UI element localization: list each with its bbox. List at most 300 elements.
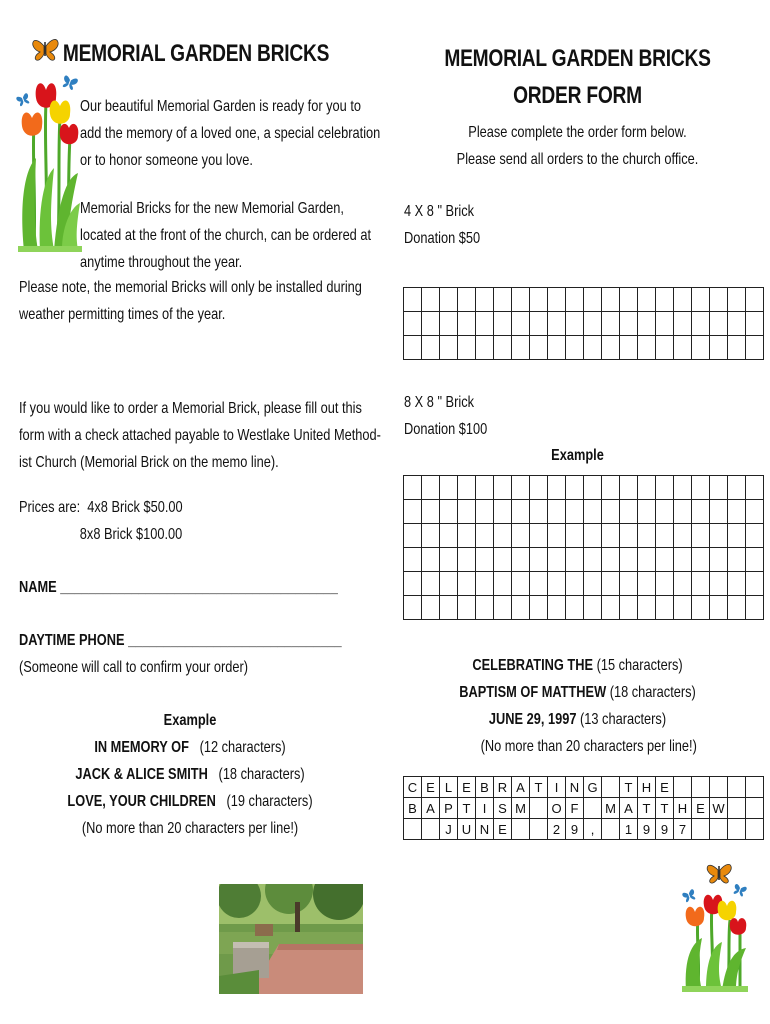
brick-8x8-cell[interactable] bbox=[458, 596, 476, 620]
brick-4x8-cell[interactable] bbox=[548, 288, 566, 312]
brick-4x8-cell[interactable] bbox=[602, 336, 620, 360]
brick-8x8-cell[interactable] bbox=[602, 572, 620, 596]
info-line: Memorial Bricks for the new Memorial Garden, bbox=[80, 200, 344, 217]
brick-8x8-cell[interactable] bbox=[710, 596, 728, 620]
example-grid-cell bbox=[674, 777, 692, 798]
brick-4x8-cell[interactable] bbox=[566, 312, 584, 336]
example-grid-cell: P bbox=[440, 798, 458, 819]
garden-photo bbox=[219, 884, 363, 994]
brick-8x8-cell[interactable] bbox=[494, 572, 512, 596]
brick-8x8-cell[interactable] bbox=[404, 476, 422, 500]
example-grid-cell: , bbox=[584, 819, 602, 840]
right-instructions bbox=[390, 119, 765, 173]
example-grid-cell bbox=[692, 777, 710, 798]
brick-8x8-cell[interactable] bbox=[602, 524, 620, 548]
brick-8x8-cell[interactable] bbox=[728, 596, 746, 620]
intro-paragraph bbox=[80, 93, 380, 174]
brick-8x8-cell[interactable] bbox=[422, 572, 440, 596]
phone-note: (Someone will call to confirm your order) bbox=[19, 659, 249, 676]
example-grid-cell: 9 bbox=[656, 819, 674, 840]
brick-4x8-row bbox=[404, 288, 764, 312]
note-line: Please note, the memorial Bricks will only be installed during bbox=[19, 279, 362, 296]
brick-8x8-cell[interactable] bbox=[584, 524, 602, 548]
example-grid-cell: B bbox=[476, 777, 494, 798]
brick-4x8-cell[interactable] bbox=[530, 312, 548, 336]
brick-8x8-cell[interactable] bbox=[620, 476, 638, 500]
brick-4x8-cell[interactable] bbox=[746, 312, 764, 336]
brick-8x8-cell[interactable] bbox=[458, 500, 476, 524]
example-grid-cell: N bbox=[476, 819, 494, 840]
example-grid-cell bbox=[728, 798, 746, 819]
brick-8x8-cell[interactable] bbox=[728, 572, 746, 596]
brick-4x8-cell[interactable] bbox=[494, 312, 512, 336]
example-line-bold: LOVE, YOUR CHILDREN bbox=[67, 793, 216, 810]
brick-4x8-cell[interactable] bbox=[404, 288, 422, 312]
brick-4x8-cell[interactable] bbox=[476, 288, 494, 312]
example-grid-cell bbox=[728, 819, 746, 840]
brick-4x8-cell[interactable] bbox=[728, 288, 746, 312]
example-grid-cell: H bbox=[674, 798, 692, 819]
right-title bbox=[428, 40, 728, 114]
brick-4x8-cell[interactable] bbox=[710, 288, 728, 312]
brick-8x8-cell[interactable] bbox=[476, 572, 494, 596]
brick-8x8-cell[interactable] bbox=[656, 476, 674, 500]
brick-4x8-cell[interactable] bbox=[422, 312, 440, 336]
example-grid-cell: B bbox=[404, 798, 422, 819]
brick-8x8-cell[interactable] bbox=[638, 524, 656, 548]
price-4x8: 4x8 Brick $50.00 bbox=[87, 499, 183, 516]
example-grid-cell bbox=[710, 777, 728, 798]
brick-8x8-cell[interactable] bbox=[620, 500, 638, 524]
example-grid-cell bbox=[710, 819, 728, 840]
brick-8x8-cell[interactable] bbox=[512, 476, 530, 500]
brick-4x8-cell[interactable] bbox=[692, 336, 710, 360]
brick-8x8-cell[interactable] bbox=[584, 500, 602, 524]
example-line-count: (13 characters) bbox=[580, 711, 667, 728]
brick-8x8-cell[interactable] bbox=[548, 524, 566, 548]
brick-8x8-cell[interactable] bbox=[746, 572, 764, 596]
example-line-count: (18 characters) bbox=[609, 684, 696, 701]
brick-4x8-cell[interactable] bbox=[656, 288, 674, 312]
brick-8x8-cell[interactable] bbox=[692, 572, 710, 596]
note-paragraph bbox=[19, 274, 362, 328]
example-grid-row bbox=[404, 777, 764, 798]
example-grid-cell: M bbox=[602, 798, 620, 819]
info-paragraph bbox=[80, 195, 371, 276]
example-grid-cell: T bbox=[656, 798, 674, 819]
brick-8x8-cell[interactable] bbox=[746, 476, 764, 500]
brick-8x8-cell[interactable] bbox=[512, 572, 530, 596]
brick-8x8-cell[interactable] bbox=[440, 524, 458, 548]
brick-8x8-cell[interactable] bbox=[692, 548, 710, 572]
example-grid-cell: 7 bbox=[674, 819, 692, 840]
brick-8x8-cell[interactable] bbox=[548, 476, 566, 500]
instructions-line: ist Church (Memorial Brick on the memo line). bbox=[19, 454, 279, 471]
brick-8x8-cell[interactable] bbox=[458, 476, 476, 500]
brick-4x8-cell[interactable] bbox=[512, 336, 530, 360]
brick-4x8-cell[interactable] bbox=[584, 336, 602, 360]
example-line-count: (18 characters) bbox=[218, 766, 305, 783]
left-example-note: (No more than 20 characters per line!) bbox=[81, 820, 299, 837]
brick-8x8-cell[interactable] bbox=[404, 500, 422, 524]
brick-8x8-cell[interactable] bbox=[638, 500, 656, 524]
example-line-bold: CELEBRATING THE bbox=[472, 657, 593, 674]
brick-8x8-cell[interactable] bbox=[548, 548, 566, 572]
phone-label: DAYTIME PHONE bbox=[19, 632, 125, 649]
brick-8x8-cell[interactable] bbox=[674, 524, 692, 548]
brick-8x8-cell[interactable] bbox=[656, 500, 674, 524]
example-grid-cell: E bbox=[692, 798, 710, 819]
example-grid-cell: E bbox=[422, 777, 440, 798]
brick-8x8-cell[interactable] bbox=[710, 476, 728, 500]
brick-4x8-cell[interactable] bbox=[674, 312, 692, 336]
brick-4x8-cell[interactable] bbox=[440, 288, 458, 312]
example-grid-cell: T bbox=[620, 777, 638, 798]
brick-4x8-cell[interactable] bbox=[404, 336, 422, 360]
brick-8x8-cell[interactable] bbox=[602, 548, 620, 572]
brick-4x8-cell[interactable] bbox=[458, 288, 476, 312]
intro-line: Our beautiful Memorial Garden is ready for you to bbox=[80, 98, 362, 115]
brick-4x8-cell[interactable] bbox=[440, 312, 458, 336]
brick-8x8-cell[interactable] bbox=[530, 572, 548, 596]
brick-8x8-cell[interactable] bbox=[584, 548, 602, 572]
brick-8x8-cell[interactable] bbox=[638, 548, 656, 572]
example-grid-cell bbox=[746, 777, 764, 798]
brick-8x8-cell[interactable] bbox=[530, 500, 548, 524]
brick-8x8-row bbox=[404, 596, 764, 620]
brick-8x8-cell[interactable] bbox=[422, 524, 440, 548]
brick-8x8-cell[interactable] bbox=[476, 476, 494, 500]
name-input-line[interactable]: _______________________________________ bbox=[60, 579, 338, 596]
brick-4x8-cell[interactable] bbox=[404, 312, 422, 336]
brick-8x8-cell[interactable] bbox=[692, 524, 710, 548]
left-example-block bbox=[20, 707, 360, 842]
brick-4x8-cell[interactable] bbox=[602, 312, 620, 336]
brick-8x8-cell[interactable] bbox=[512, 596, 530, 620]
example-grid-cell: H bbox=[638, 777, 656, 798]
example-grid-cell bbox=[692, 819, 710, 840]
brick-4x8-cell[interactable] bbox=[494, 336, 512, 360]
brick-8x8-cell[interactable] bbox=[512, 500, 530, 524]
brick-4x8-cell[interactable] bbox=[458, 312, 476, 336]
brick-4x8-cell[interactable] bbox=[638, 288, 656, 312]
brick-4x8-grid[interactable] bbox=[403, 287, 764, 360]
brick-4x8-cell[interactable] bbox=[656, 336, 674, 360]
brick-8x8-row bbox=[404, 548, 764, 572]
right-title-line: MEMORIAL GARDEN BRICKS bbox=[444, 45, 711, 72]
example-grid-cell: M bbox=[512, 798, 530, 819]
brick-4x8-cell[interactable] bbox=[674, 288, 692, 312]
example-brick-grid bbox=[403, 776, 764, 840]
brick-4x8-cell[interactable] bbox=[638, 312, 656, 336]
brick-8x8-cell[interactable] bbox=[404, 524, 422, 548]
example-grid-cell bbox=[512, 819, 530, 840]
example-grid-cell bbox=[728, 777, 746, 798]
brick-4x8-cell[interactable] bbox=[458, 336, 476, 360]
example-grid-cell bbox=[746, 798, 764, 819]
brick-8x8-cell[interactable] bbox=[566, 572, 584, 596]
brick-8x8-cell[interactable] bbox=[530, 596, 548, 620]
example-grid-cell bbox=[746, 819, 764, 840]
example-grid-cell: N bbox=[566, 777, 584, 798]
example-grid-cell bbox=[422, 819, 440, 840]
instructions-line: form with a check attached payable to Westlake United Method- bbox=[19, 427, 381, 444]
brick-8x8-cell[interactable] bbox=[746, 596, 764, 620]
brick-8x8-cell[interactable] bbox=[746, 500, 764, 524]
brick-8x8-cell[interactable] bbox=[620, 596, 638, 620]
brick-8x8-cell[interactable] bbox=[422, 596, 440, 620]
brick-8x8-cell[interactable] bbox=[746, 524, 764, 548]
brick-8x8-cell[interactable] bbox=[692, 596, 710, 620]
brick-8x8-donation: Donation $100 bbox=[404, 421, 488, 438]
brick-4x8-cell[interactable] bbox=[728, 312, 746, 336]
brick-8x8-cell[interactable] bbox=[566, 500, 584, 524]
example-grid-cell: E bbox=[494, 819, 512, 840]
brick-8x8-cell[interactable] bbox=[530, 476, 548, 500]
example-grid-cell: 9 bbox=[638, 819, 656, 840]
price-8x8: 8x8 Brick $100.00 bbox=[79, 526, 183, 543]
brick-8x8-cell[interactable] bbox=[620, 524, 638, 548]
example-grid-cell: J bbox=[440, 819, 458, 840]
example-grid-cell: T bbox=[530, 777, 548, 798]
brick-8x8-cell[interactable] bbox=[494, 500, 512, 524]
brick-8x8-cell[interactable] bbox=[476, 548, 494, 572]
brick-4x8-cell[interactable] bbox=[512, 288, 530, 312]
brick-4x8-cell[interactable] bbox=[530, 336, 548, 360]
brick-8x8-cell[interactable] bbox=[404, 572, 422, 596]
brick-8x8-cell[interactable] bbox=[494, 596, 512, 620]
example-grid-cell: E bbox=[656, 777, 674, 798]
example-grid-cell: F bbox=[566, 798, 584, 819]
brick-8x8-row bbox=[404, 572, 764, 596]
brick-8x8-cell[interactable] bbox=[476, 524, 494, 548]
brick-4x8-cell[interactable] bbox=[422, 288, 440, 312]
brick-8x8-cell[interactable] bbox=[602, 500, 620, 524]
brick-8x8-cell[interactable] bbox=[548, 596, 566, 620]
phone-input-line[interactable]: ______________________________ bbox=[128, 632, 342, 649]
brick-8x8-cell[interactable] bbox=[620, 548, 638, 572]
brick-4x8-cell[interactable] bbox=[440, 336, 458, 360]
brick-8x8-cell[interactable] bbox=[710, 524, 728, 548]
brick-8x8-cell[interactable] bbox=[440, 500, 458, 524]
example-grid-cell: U bbox=[458, 819, 476, 840]
brick-4x8-label: 4 X 8 " Brick bbox=[404, 203, 474, 220]
brick-8x8-cell[interactable] bbox=[566, 596, 584, 620]
example-grid-cell: A bbox=[620, 798, 638, 819]
brick-4x8-cell[interactable] bbox=[566, 336, 584, 360]
brick-8x8-cell[interactable] bbox=[710, 548, 728, 572]
brick-4x8-cell[interactable] bbox=[548, 336, 566, 360]
example-grid-cell bbox=[584, 798, 602, 819]
right-instructions-line: Please send all orders to the church office. bbox=[456, 151, 699, 168]
instructions-line: If you would like to order a Memorial Brick, please fill out this bbox=[19, 400, 362, 417]
brick-8x8-cell[interactable] bbox=[638, 596, 656, 620]
brick-8x8-cell[interactable] bbox=[404, 548, 422, 572]
brick-8x8-cell[interactable] bbox=[566, 548, 584, 572]
brick-8x8-cell[interactable] bbox=[674, 500, 692, 524]
example-line-count: (19 characters) bbox=[226, 793, 313, 810]
brick-8x8-cell[interactable] bbox=[566, 476, 584, 500]
brick-4x8-cell[interactable] bbox=[746, 336, 764, 360]
brick-8x8-cell[interactable] bbox=[476, 596, 494, 620]
brick-8x8-info bbox=[404, 389, 487, 443]
brick-8x8-cell[interactable] bbox=[728, 524, 746, 548]
brick-8x8-cell[interactable] bbox=[728, 476, 746, 500]
brick-4x8-cell[interactable] bbox=[566, 288, 584, 312]
phone-field[interactable] bbox=[19, 627, 342, 681]
brick-8x8-cell[interactable] bbox=[674, 476, 692, 500]
brick-8x8-label: 8 X 8 " Brick bbox=[404, 394, 474, 411]
brick-4x8-cell[interactable] bbox=[692, 312, 710, 336]
brick-8x8-cell[interactable] bbox=[746, 548, 764, 572]
brick-8x8-cell[interactable] bbox=[494, 524, 512, 548]
brick-8x8-cell[interactable] bbox=[584, 596, 602, 620]
brick-4x8-cell[interactable] bbox=[512, 312, 530, 336]
brick-8x8-cell[interactable] bbox=[656, 572, 674, 596]
brick-4x8-cell[interactable] bbox=[746, 288, 764, 312]
brick-4x8-donation: Donation $50 bbox=[404, 230, 481, 247]
brick-8x8-cell[interactable] bbox=[602, 476, 620, 500]
example-grid-cell bbox=[530, 798, 548, 819]
brick-8x8-cell[interactable] bbox=[674, 548, 692, 572]
brick-8x8-cell[interactable] bbox=[674, 596, 692, 620]
brick-4x8-cell[interactable] bbox=[476, 336, 494, 360]
example-grid-cell bbox=[602, 777, 620, 798]
brick-8x8-cell[interactable] bbox=[566, 524, 584, 548]
right-example-label: Example bbox=[551, 447, 604, 464]
brick-4x8-cell[interactable] bbox=[494, 288, 512, 312]
brick-4x8-cell[interactable] bbox=[476, 312, 494, 336]
example-grid-cell bbox=[530, 819, 548, 840]
brick-8x8-cell[interactable] bbox=[458, 572, 476, 596]
brick-8x8-cell[interactable] bbox=[584, 572, 602, 596]
example-grid-row bbox=[404, 819, 764, 840]
example-grid-cell: I bbox=[476, 798, 494, 819]
brick-4x8-cell[interactable] bbox=[728, 336, 746, 360]
prices-block bbox=[19, 494, 183, 548]
brick-8x8-cell[interactable] bbox=[548, 572, 566, 596]
brick-4x8-cell[interactable] bbox=[710, 336, 728, 360]
example-line-count: (15 characters) bbox=[596, 657, 683, 674]
brick-4x8-cell[interactable] bbox=[584, 288, 602, 312]
brick-8x8-cell[interactable] bbox=[422, 500, 440, 524]
brick-8x8-cell[interactable] bbox=[422, 548, 440, 572]
example-line-bold: JUNE 29, 1997 bbox=[488, 711, 577, 728]
note-line: weather permitting times of the year. bbox=[19, 306, 226, 323]
right-example-block bbox=[400, 652, 755, 760]
brick-8x8-cell[interactable] bbox=[656, 596, 674, 620]
prices-label: Prices are: bbox=[19, 499, 81, 516]
brick-4x8-cell[interactable] bbox=[602, 288, 620, 312]
brick-4x8-cell[interactable] bbox=[656, 312, 674, 336]
example-grid-cell: S bbox=[494, 798, 512, 819]
brick-8x8-cell[interactable] bbox=[440, 548, 458, 572]
brick-8x8-cell[interactable] bbox=[422, 476, 440, 500]
brick-4x8-cell[interactable] bbox=[620, 288, 638, 312]
brick-8x8-cell[interactable] bbox=[638, 572, 656, 596]
brick-8x8-cell[interactable] bbox=[656, 548, 674, 572]
brick-8x8-cell[interactable] bbox=[512, 524, 530, 548]
brick-8x8-cell[interactable] bbox=[710, 500, 728, 524]
brick-8x8-cell[interactable] bbox=[602, 596, 620, 620]
left-example-title: Example bbox=[163, 712, 217, 729]
brick-4x8-cell[interactable] bbox=[638, 336, 656, 360]
brick-8x8-grid[interactable] bbox=[403, 475, 764, 620]
brick-8x8-cell[interactable] bbox=[476, 500, 494, 524]
brick-8x8-row bbox=[404, 500, 764, 524]
left-title: MEMORIAL GARDEN BRICKS bbox=[62, 40, 330, 67]
intro-line: or to honor someone you love. bbox=[80, 152, 253, 169]
example-grid-cell: T bbox=[458, 798, 476, 819]
brick-4x8-cell[interactable] bbox=[584, 312, 602, 336]
brick-4x8-cell[interactable] bbox=[674, 336, 692, 360]
brick-8x8-cell[interactable] bbox=[656, 524, 674, 548]
brick-4x8-cell[interactable] bbox=[710, 312, 728, 336]
brick-4x8-cell[interactable] bbox=[620, 336, 638, 360]
brick-8x8-cell[interactable] bbox=[530, 524, 548, 548]
right-example-note: (No more than 20 characters per line!) bbox=[480, 738, 697, 755]
brick-8x8-cell[interactable] bbox=[440, 596, 458, 620]
example-grid-cell: L bbox=[440, 777, 458, 798]
brick-8x8-cell[interactable] bbox=[692, 476, 710, 500]
brick-8x8-cell[interactable] bbox=[728, 548, 746, 572]
right-instructions-line: Please complete the order form below. bbox=[468, 124, 687, 141]
example-grid-cell: A bbox=[422, 798, 440, 819]
brick-8x8-cell[interactable] bbox=[440, 572, 458, 596]
name-field[interactable] bbox=[19, 574, 338, 601]
brick-4x8-cell[interactable] bbox=[692, 288, 710, 312]
brick-8x8-cell[interactable] bbox=[458, 524, 476, 548]
flowers-bottom-image bbox=[678, 858, 750, 992]
brick-8x8-cell[interactable] bbox=[404, 596, 422, 620]
brick-8x8-cell[interactable] bbox=[440, 476, 458, 500]
brick-8x8-cell[interactable] bbox=[728, 500, 746, 524]
brick-4x8-cell[interactable] bbox=[620, 312, 638, 336]
right-title-line: ORDER FORM bbox=[513, 82, 642, 109]
example-grid-cell: O bbox=[548, 798, 566, 819]
example-grid-cell: R bbox=[494, 777, 512, 798]
brick-8x8-cell[interactable] bbox=[638, 476, 656, 500]
brick-8x8-cell[interactable] bbox=[494, 548, 512, 572]
example-line-bold: JACK & ALICE SMITH bbox=[75, 766, 208, 783]
brick-8x8-cell[interactable] bbox=[494, 476, 512, 500]
brick-4x8-cell[interactable] bbox=[422, 336, 440, 360]
order-instructions bbox=[19, 395, 381, 476]
brick-8x8-cell[interactable] bbox=[710, 572, 728, 596]
brick-8x8-cell[interactable] bbox=[548, 500, 566, 524]
brick-8x8-cell[interactable] bbox=[620, 572, 638, 596]
brick-4x8-cell[interactable] bbox=[530, 288, 548, 312]
brick-8x8-cell[interactable] bbox=[512, 548, 530, 572]
example-grid-cell: W bbox=[710, 798, 728, 819]
brick-8x8-row bbox=[404, 476, 764, 500]
example-line-bold: BAPTISM OF MATTHEW bbox=[459, 684, 607, 701]
brick-8x8-cell[interactable] bbox=[674, 572, 692, 596]
brick-8x8-cell[interactable] bbox=[530, 548, 548, 572]
brick-8x8-cell[interactable] bbox=[692, 500, 710, 524]
example-grid-cell bbox=[404, 819, 422, 840]
name-label: NAME bbox=[19, 579, 57, 596]
intro-line: add the memory of a loved one, a special celebration bbox=[80, 125, 381, 142]
brick-8x8-cell[interactable] bbox=[458, 548, 476, 572]
example-grid-cell: E bbox=[458, 777, 476, 798]
brick-4x8-cell[interactable] bbox=[548, 312, 566, 336]
example-grid-cell: T bbox=[638, 798, 656, 819]
example-grid-cell bbox=[602, 819, 620, 840]
example-grid-cell: A bbox=[512, 777, 530, 798]
brick-8x8-cell[interactable] bbox=[584, 476, 602, 500]
example-grid-cell: G bbox=[584, 777, 602, 798]
